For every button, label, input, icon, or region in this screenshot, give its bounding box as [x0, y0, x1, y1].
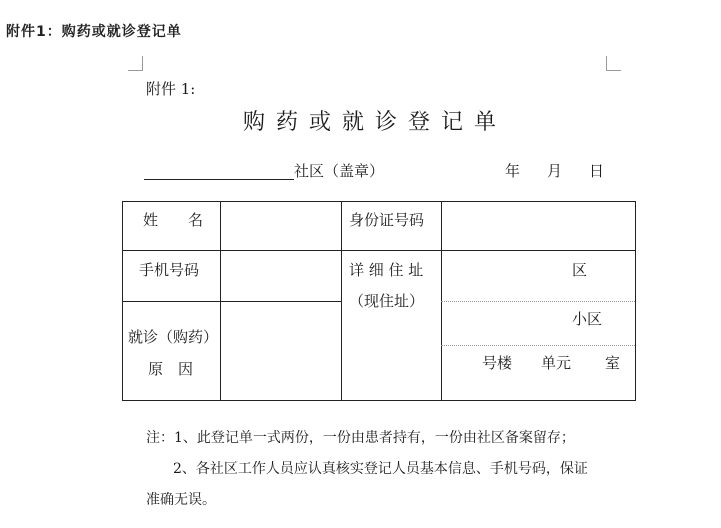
registration-table — [122, 201, 636, 401]
visit-reason-label: 就诊（购药） — [128, 328, 219, 346]
visit-reason-label-sub: 原 因 — [148, 360, 194, 378]
name-label: 姓 名 — [143, 211, 204, 229]
table-divider — [123, 301, 341, 302]
id-number-label: 身份证号码 — [349, 211, 425, 229]
page-corner-mark-left — [128, 56, 143, 71]
date-month-label: 月 — [547, 162, 563, 180]
table-divider — [123, 250, 635, 251]
id-number-field[interactable] — [442, 203, 635, 249]
note-line-3: 准确无误。 — [146, 492, 216, 508]
name-field[interactable] — [221, 203, 341, 249]
document-title: 购药或就诊登记单 — [243, 110, 508, 135]
address-dotted-divider — [441, 345, 635, 346]
district-suffix: 区 — [572, 261, 588, 279]
building-suffix: 号楼 — [482, 354, 513, 372]
date-day-label: 日 — [589, 162, 605, 180]
phone-label: 手机号码 — [139, 261, 200, 279]
address-label-sub: （现住址） — [349, 292, 425, 310]
attachment-label: 附件 1: — [146, 80, 196, 98]
community-suffix: 小区 — [572, 310, 603, 328]
note-line-2: 2、各社区工作人员应认真核实登记人员基本信息、手机号码，保证 — [173, 461, 588, 477]
address-dotted-divider — [441, 301, 635, 302]
page-header: 附件1：购药或就诊登记单 — [6, 24, 182, 40]
address-label: 详 细 住 址 — [349, 261, 424, 279]
visit-reason-field[interactable] — [221, 303, 341, 400]
note-line-1: 注：1、此登记单一式两份，一份由患者持有，一份由社区备案留存； — [146, 430, 575, 446]
phone-field[interactable] — [221, 252, 341, 300]
unit-suffix: 单元 — [541, 354, 572, 372]
community-stamp-label: 社区（盖章） — [294, 162, 385, 180]
room-suffix: 室 — [605, 354, 621, 372]
date-year-label: 年 — [505, 162, 521, 180]
community-name-blank[interactable] — [144, 179, 294, 180]
page-corner-mark-right — [606, 56, 621, 71]
table-divider — [341, 202, 342, 400]
